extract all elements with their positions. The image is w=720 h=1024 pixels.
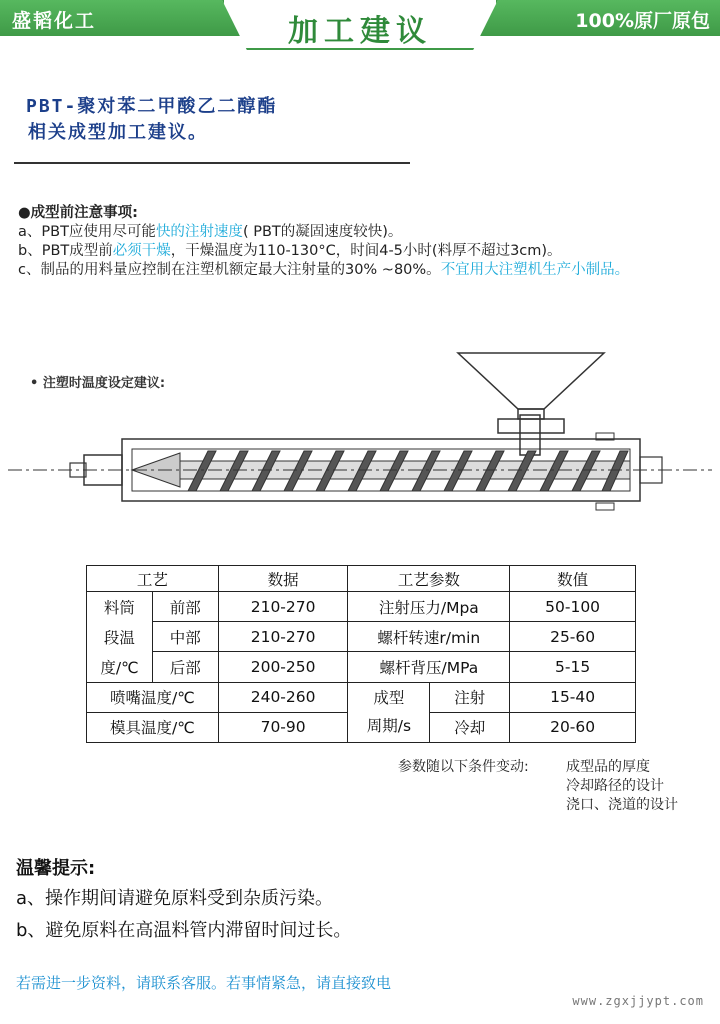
cycle-injection-value: 15-40 xyxy=(510,682,636,712)
param-screw-speed-value: 25-60 xyxy=(510,622,636,652)
intro-line-2: 相关成型加工建议。 xyxy=(28,122,208,143)
note-b-highlight: 必须干燥 xyxy=(112,243,171,259)
header-process: 工艺 xyxy=(87,566,219,592)
table-row xyxy=(87,622,636,652)
cycle-cooling: 冷却 xyxy=(430,712,510,742)
note-b-tail: ，干燥温度为110-130°C，时间4-5小时(料厚不超过3cm)。 xyxy=(170,243,562,259)
barrel-label-2: 段温 xyxy=(87,622,153,652)
nozzle-value: 240-260 xyxy=(218,682,348,712)
zone-rear: 后部 xyxy=(152,652,218,682)
heater-tab-bottom xyxy=(596,503,614,510)
note-a-highlight: 快的注射速度 xyxy=(155,224,243,240)
hopper xyxy=(458,353,604,409)
param-screw-speed: 螺杆转速r/min xyxy=(348,622,510,652)
param-injection-pressure-value: 50-100 xyxy=(510,592,636,622)
note-c xyxy=(18,261,668,280)
notes-block xyxy=(18,204,708,280)
zone-rear-value: 200-250 xyxy=(218,652,348,682)
table-row xyxy=(87,592,636,622)
feed-throat xyxy=(498,419,564,433)
barrel-label-3: 度/℃ xyxy=(87,652,153,682)
mold-value: 70-90 xyxy=(218,712,348,742)
divider xyxy=(14,162,410,164)
header-banner xyxy=(0,0,720,52)
brand-name: 盛韬化工 xyxy=(12,10,97,32)
slogan: 100%原厂原包 xyxy=(575,10,710,32)
header-data: 数据 xyxy=(218,566,348,592)
nozzle-label: 喷嘴温度/℃ xyxy=(87,682,219,712)
tip-b: b、避免原料在高温料管内滞留时间过长。 xyxy=(16,920,352,941)
header-value: 数值 xyxy=(510,566,636,592)
mold-label: 模具温度/℃ xyxy=(87,712,219,742)
condition-line-1 xyxy=(398,758,678,777)
note-c-text: c、制品的用料量应控制在注塑机额定最大注射量的30% ~80%。 xyxy=(18,262,441,278)
table-header-row xyxy=(87,566,636,592)
condition-item: 冷却路径的设计 xyxy=(566,778,664,794)
cycle-label-1: 成型 xyxy=(373,689,405,708)
conditions-lead: 参数随以下条件变动: xyxy=(398,759,529,775)
header-params: 工艺参数 xyxy=(348,566,510,592)
table-row xyxy=(87,682,636,712)
conditions-block xyxy=(398,758,678,815)
cycle-label xyxy=(348,682,430,742)
tips-heading: 温馨提示: xyxy=(16,858,96,879)
condition-item: 成型品的厚度 xyxy=(566,759,650,775)
page-title: 加工建议 xyxy=(288,14,432,49)
condition-item: 浇口、浇道的设计 xyxy=(566,797,678,813)
process-table xyxy=(86,565,636,743)
zone-middle-value: 210-270 xyxy=(218,622,348,652)
note-c-highlight: 不宜用大注塑机生产小制品。 xyxy=(440,262,630,278)
zone-middle: 中部 xyxy=(152,622,218,652)
param-back-pressure-value: 5-15 xyxy=(510,652,636,682)
zone-front-value: 210-270 xyxy=(218,592,348,622)
site-watermark: www.zgxjjypt.com xyxy=(572,994,704,1008)
tip-a: a、操作期间请避免原料受到杂质污染。 xyxy=(16,888,334,909)
note-a-tail: ( PBT的凝固速度较快)。 xyxy=(242,224,403,240)
barrel-label-1: 料筒 xyxy=(87,592,153,622)
zone-front: 前部 xyxy=(152,592,218,622)
note-b xyxy=(18,242,708,261)
cycle-label-2: 周期/s xyxy=(366,717,412,736)
intro-line-1: PBT-聚对苯二甲酸乙二醇酯 xyxy=(26,96,278,117)
intro-block xyxy=(26,94,277,146)
param-injection-pressure: 注射压力/Mpa xyxy=(348,592,510,622)
cycle-cooling-value: 20-60 xyxy=(510,712,636,742)
table-row xyxy=(87,652,636,682)
cycle-injection: 注射 xyxy=(430,682,510,712)
note-b-text: b、PBT成型前 xyxy=(18,243,113,259)
note-a xyxy=(18,223,708,242)
note-a-text: a、PBT应使用尽可能 xyxy=(18,224,156,240)
param-back-pressure: 螺杆背压/MPa xyxy=(348,652,510,682)
contact-note: 若需进一步资料，请联系客服。若事情紧急，请直接致电 xyxy=(16,974,392,992)
notes-heading: ●成型前注意事项: xyxy=(18,205,138,221)
diagram-label: • 注塑时温度设定建议: xyxy=(30,376,166,391)
